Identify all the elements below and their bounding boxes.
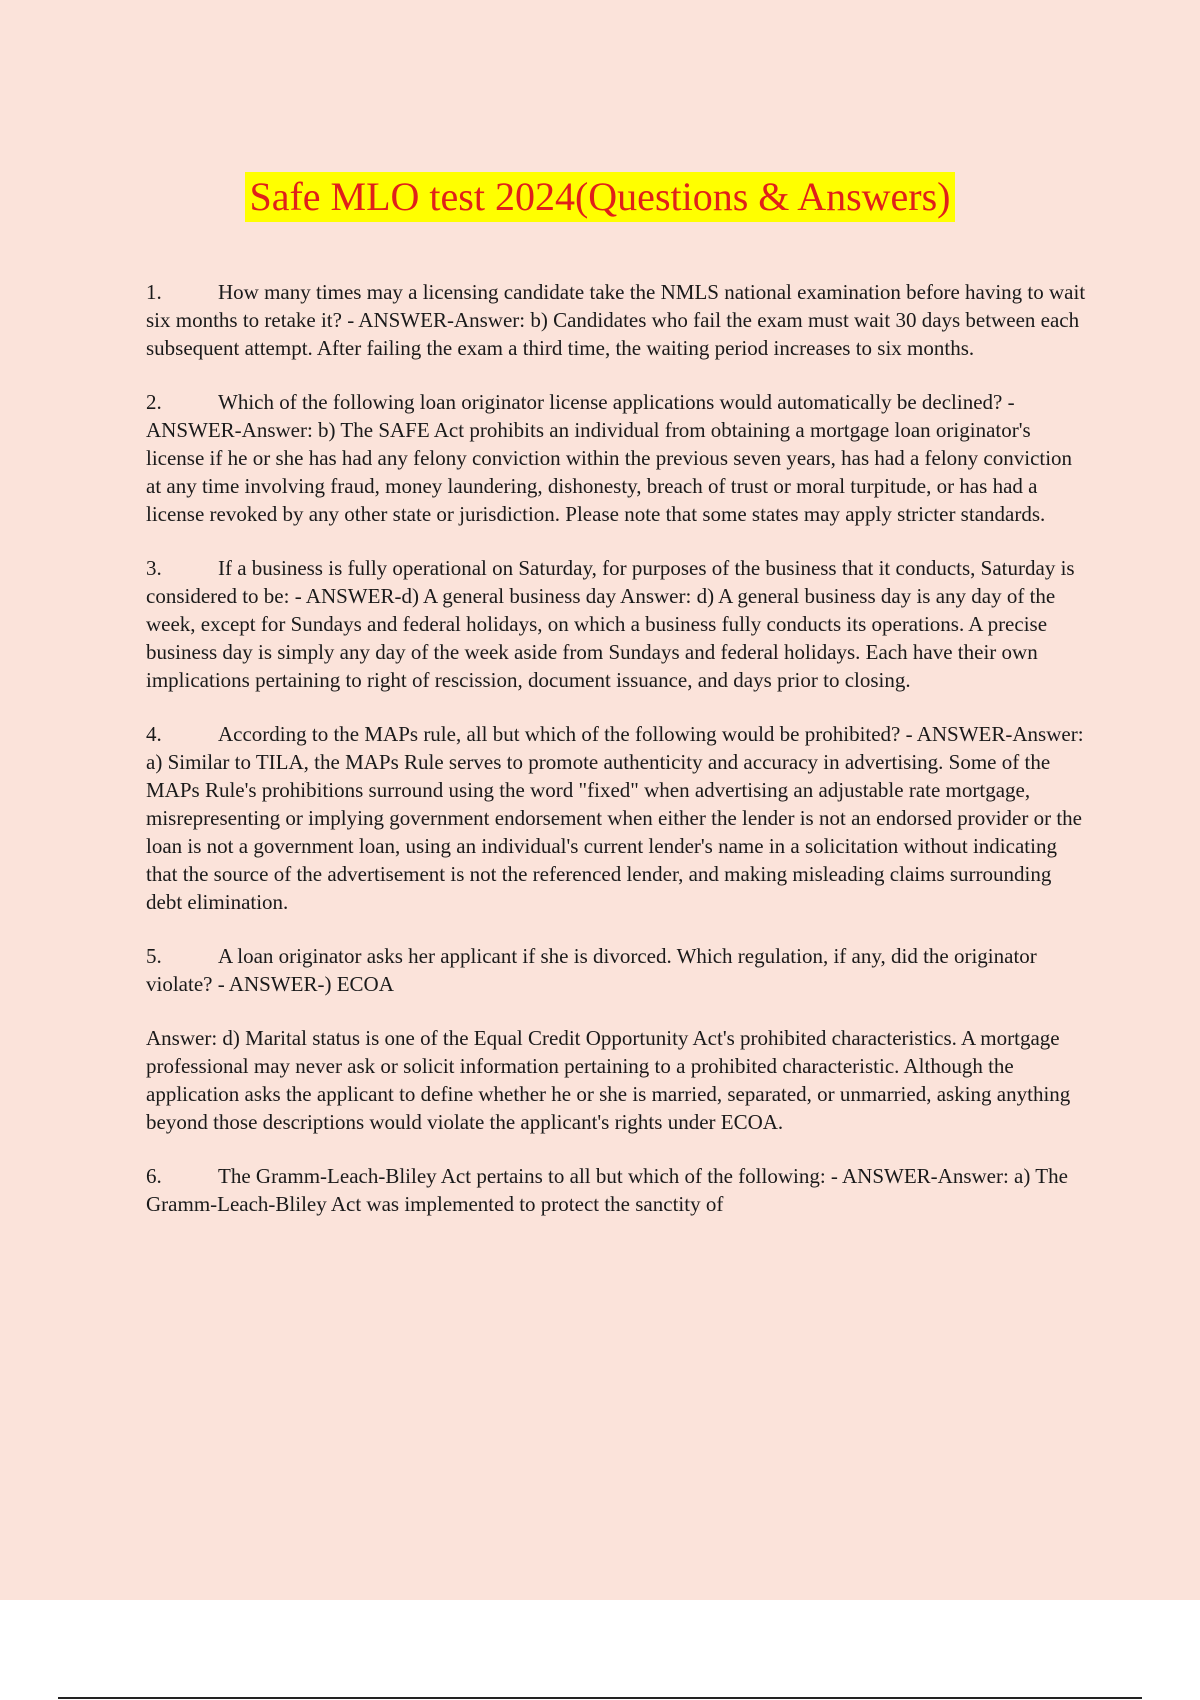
question-number: 2. bbox=[146, 390, 162, 414]
answer-continuation-5: Answer: d) Marital status is one of the Equal Credit Opportunity Act's prohibited characteristics. A mortgage professional may never ask or solicit information pertaining to a prohibited characteristic. Although the application asks the applicant to define whether he or she is married, separated, or unmarried, asking anything beyond those descriptions would violate the applicant's rights under ECOA. bbox=[146, 1026, 1071, 1134]
question-item-6 bbox=[146, 1162, 1090, 1218]
document-title: Safe MLO test 2024(Questions & Answers) bbox=[245, 172, 954, 222]
question-number: 6. bbox=[146, 1164, 162, 1188]
question-item-1 bbox=[146, 278, 1090, 362]
title-container bbox=[0, 172, 1200, 222]
question-number: 3. bbox=[146, 556, 162, 580]
question-text: If a business is fully operational on Saturday, for purposes of the business that it conducts, Saturday is considered to be: - ANSWER-d) A general business day Answer: d) A general business day is any day of the week, except for Sundays and federal holidays, on which a business fully conducts its operations. A precise business day is simply any day of the week aside from Sundays and federal holidays. Each have their own implications pertaining to right of rescission, document issuance, and days prior to closing. bbox=[146, 556, 1075, 692]
question-number: 5. bbox=[146, 944, 162, 968]
question-text: According to the MAPs rule, all but which of the following would be prohibited? - ANSWER-Answer: a) Similar to TILA, the MAPs Rule serves to promote authenticity and accuracy in advertising. Some of the MAPs Rule's prohibitions surround using the word "fixed" when advertising an adjustable rate mortgage, misrepresenting or implying government endorsement when either the lender is not an endorsed provider or the loan is not a government loan, using an individual's current lender's name in a solicitation without indicating that the source of the advertisement is not the referenced lender, and making misleading claims surrounding debt elimination. bbox=[146, 722, 1084, 914]
footer-divider bbox=[58, 1697, 1142, 1699]
question-text: How many times may a licensing candidate take the NMLS national examination before having to wait six months to retake it? - ANSWER-Answer: b) Candidates who fail the exam must wait 30 days between each subsequent attempt. After failing the exam a third time, the waiting period increases to six months. bbox=[146, 280, 1086, 360]
document-body bbox=[146, 278, 1090, 1244]
question-item-3 bbox=[146, 554, 1090, 694]
question-text: A loan originator asks her applicant if she is divorced. Which regulation, if any, did the originator violate? - ANSWER-) ECOA bbox=[146, 944, 1037, 996]
question-item-2 bbox=[146, 388, 1090, 528]
question-item-5 bbox=[146, 942, 1090, 998]
question-text: The Gramm-Leach-Bliley Act pertains to all but which of the following: - ANSWER-Answer: a) The Gramm-Leach-Bliley Act was implemented to protect the sanctity of bbox=[146, 1164, 1068, 1216]
question-text: Which of the following loan originator license applications would automatically be declined? - ANSWER-Answer: b) The SAFE Act prohibits an individual from obtaining a mortgage loan originator's license if he or she has had any felony conviction within the previous seven years, has had a felony conviction at any time involving fraud, money laundering, dishonesty, breach of trust or moral turpitude, or has had a license revoked by any other state or jurisdiction. Please note that some states may apply stricter standards. bbox=[146, 390, 1073, 526]
question-item-4 bbox=[146, 720, 1090, 916]
question-number: 1. bbox=[146, 280, 162, 304]
question-number: 4. bbox=[146, 722, 162, 746]
